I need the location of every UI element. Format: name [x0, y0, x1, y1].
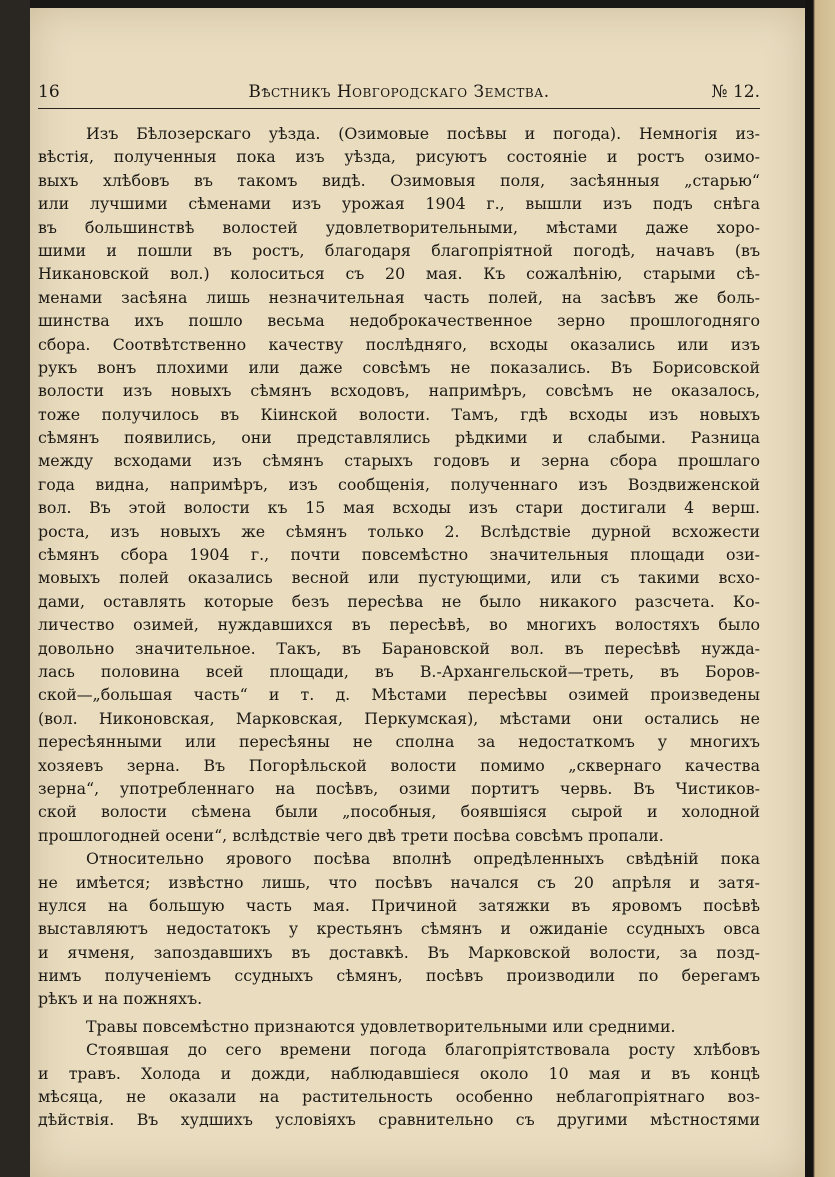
text-line: дѣйствія. Въ худшихъ условіяхъ сравнительно съ другими мѣстностями: [38, 1110, 760, 1130]
text-line: и травъ. Холода и дожди, наблюдавшіеся около 10 мая и въ концѣ: [38, 1063, 760, 1083]
text-line: шинства ихъ пошло весьма недоброкачественное зерно прошлогодняго: [38, 311, 760, 331]
text-line: Травы повсемѣстно признаются удовлетворительными или средними.: [86, 1016, 676, 1036]
text-line: или лучшими сѣменами изъ урожая 1904 г., вышли изъ подъ снѣга: [38, 194, 760, 214]
text-line: нимъ полученіемъ ссудныхъ сѣмянъ, посѣвъ производили по берегамъ: [38, 966, 760, 986]
text-line: личество озимей, нуждавшихся въ пересѣвѣ, во многихъ волостяхъ было: [38, 615, 760, 635]
text-line: рукъ вонъ плохими или даже совсѣмъ не показались. Въ Борисовской: [38, 357, 760, 377]
text-line: Стоявшая до сего времени погода благопріятствовала росту хлѣбовъ: [86, 1040, 760, 1060]
text-line: выхъ хлѣбовъ въ такомъ видѣ. Озимовыя поля, засѣянныя „старью“: [38, 170, 760, 190]
text-line: Изъ Бѣлозерскаго уѣзда. (Озимовые посѣвы и погода). Немногія из-: [86, 124, 760, 143]
issue-number: № 12.: [711, 82, 760, 102]
text-line: сѣмянъ сбора 1904 г., почти повсемѣстно значительныя площади ози-: [38, 545, 760, 565]
text-line: Никановской вол.) колоситься съ 20 мая. Къ сожалѣнію, старыми сѣ-: [38, 264, 760, 284]
text-line: нулся на большую часть мая. Причиной затяжки въ яровомъ посѣвѣ: [38, 895, 760, 915]
text-line: вѣстія, полученныя пока изъ уѣзда, рисуютъ состояніе и ростъ озимо-: [38, 147, 760, 167]
text-line: роста, изъ новыхъ же сѣмянъ только 2. Вслѣдствіе дурной всхожести: [38, 521, 760, 541]
scan-edge-left: [0, 0, 30, 1177]
text-line: ской волости сѣмена были „пособныя, боявшіяся сырой и холодной: [38, 802, 760, 822]
text-line: и ячменя, запоздавшихъ въ доставкѣ. Въ Марковской волости, за позд-: [38, 942, 760, 962]
text-line: волости изъ новыхъ сѣмянъ всходовъ, напримѣръ, совсѣмъ не оказалось,: [38, 381, 760, 401]
text-line: вол. Въ этой волости къ 15 мая всходы изъ стари достигали 4 верш.: [38, 498, 760, 518]
text-line: лась половина всей площади, въ В.-Архангельской—треть, въ Боров-: [38, 661, 760, 681]
scan-border: [0, 0, 835, 8]
text-line: хозяевъ зерна. Въ Погорѣльской волости помимо „сквернаго качества: [38, 755, 760, 775]
page-number: 16: [38, 82, 60, 102]
text-line: пересѣянными или пересѣяны не сполна за недостаткомъ у многихъ: [38, 732, 760, 752]
text-line: Относительно ярового посѣва вполнѣ опредѣленныхъ свѣдѣній пока: [86, 849, 760, 869]
text-line: въ большинствѣ волостей удовлетворительными, мѣстами даже хоро-: [38, 217, 760, 237]
text-line: сбора. Соотвѣтственно качеству послѣдняго, всходы оказались или изъ: [38, 334, 760, 354]
text-line: зерна“, употребленнаго на посѣвъ, озими портитъ червь. Въ Чистиков-: [38, 778, 760, 798]
text-line: ской—„большая часть“ и т. д. Мѣстами пересѣвы озимей произведены: [38, 685, 760, 705]
article-body: [38, 122, 760, 1132]
adjacent-page-edge: [805, 0, 835, 1177]
text-line: мовыхъ полей оказались весной или пустующими, или съ такими всхо-: [38, 568, 760, 588]
text-line: не имѣется; извѣстно лишь, что посѣвъ начался съ 20 апрѣля и затя-: [38, 872, 760, 892]
text-line: шими и пошли въ ростъ, благодаря благопріятной погодѣ, начавъ (въ: [38, 240, 760, 260]
text-line: тоже получилось въ Кіинской волости. Тамъ, гдѣ всходы изъ новыхъ: [38, 404, 760, 424]
text-line: менами засѣяна лишь незначительная часть полей, на засѣвъ же боль-: [38, 287, 760, 307]
text-line: между всходами изъ сѣмянъ старыхъ годовъ и зерна сбора прошлаго: [38, 451, 760, 471]
text-line: года видна, напримѣръ, изъ сообщенія, полученнаго изъ Воздвиженской: [38, 474, 760, 494]
journal-title: Вѣстникъ Новгородскаго Земства.: [248, 82, 550, 102]
running-header: [38, 80, 760, 109]
text-line: мѣсяца, не оказали на растительность особенно неблагопріятнаго воз-: [38, 1087, 760, 1107]
text-line: сѣмянъ появились, они представлялись рѣдкими и слабыми. Разница: [38, 428, 760, 448]
text-line: прошлогодней осени“, вслѣдствіе чего двѣ трети посѣва совсѣмъ пропали.: [38, 825, 664, 845]
text-line: дами, оставлять которые безъ пересѣва не было никакого разсчета. Ко-: [38, 591, 760, 611]
text-line: довольно значительное. Такъ, въ Барановской вол. въ пересѣвѣ нужда-: [38, 638, 760, 658]
text-line: выставляютъ недостатокъ у крестьянъ сѣмянъ и ожиданіе ссудныхъ овса: [38, 919, 760, 939]
text-line: рѣкъ и на пожняхъ.: [38, 989, 203, 1009]
text-line: (вол. Никоновская, Марковская, Перкумская), мѣстами они остались не: [38, 708, 760, 728]
